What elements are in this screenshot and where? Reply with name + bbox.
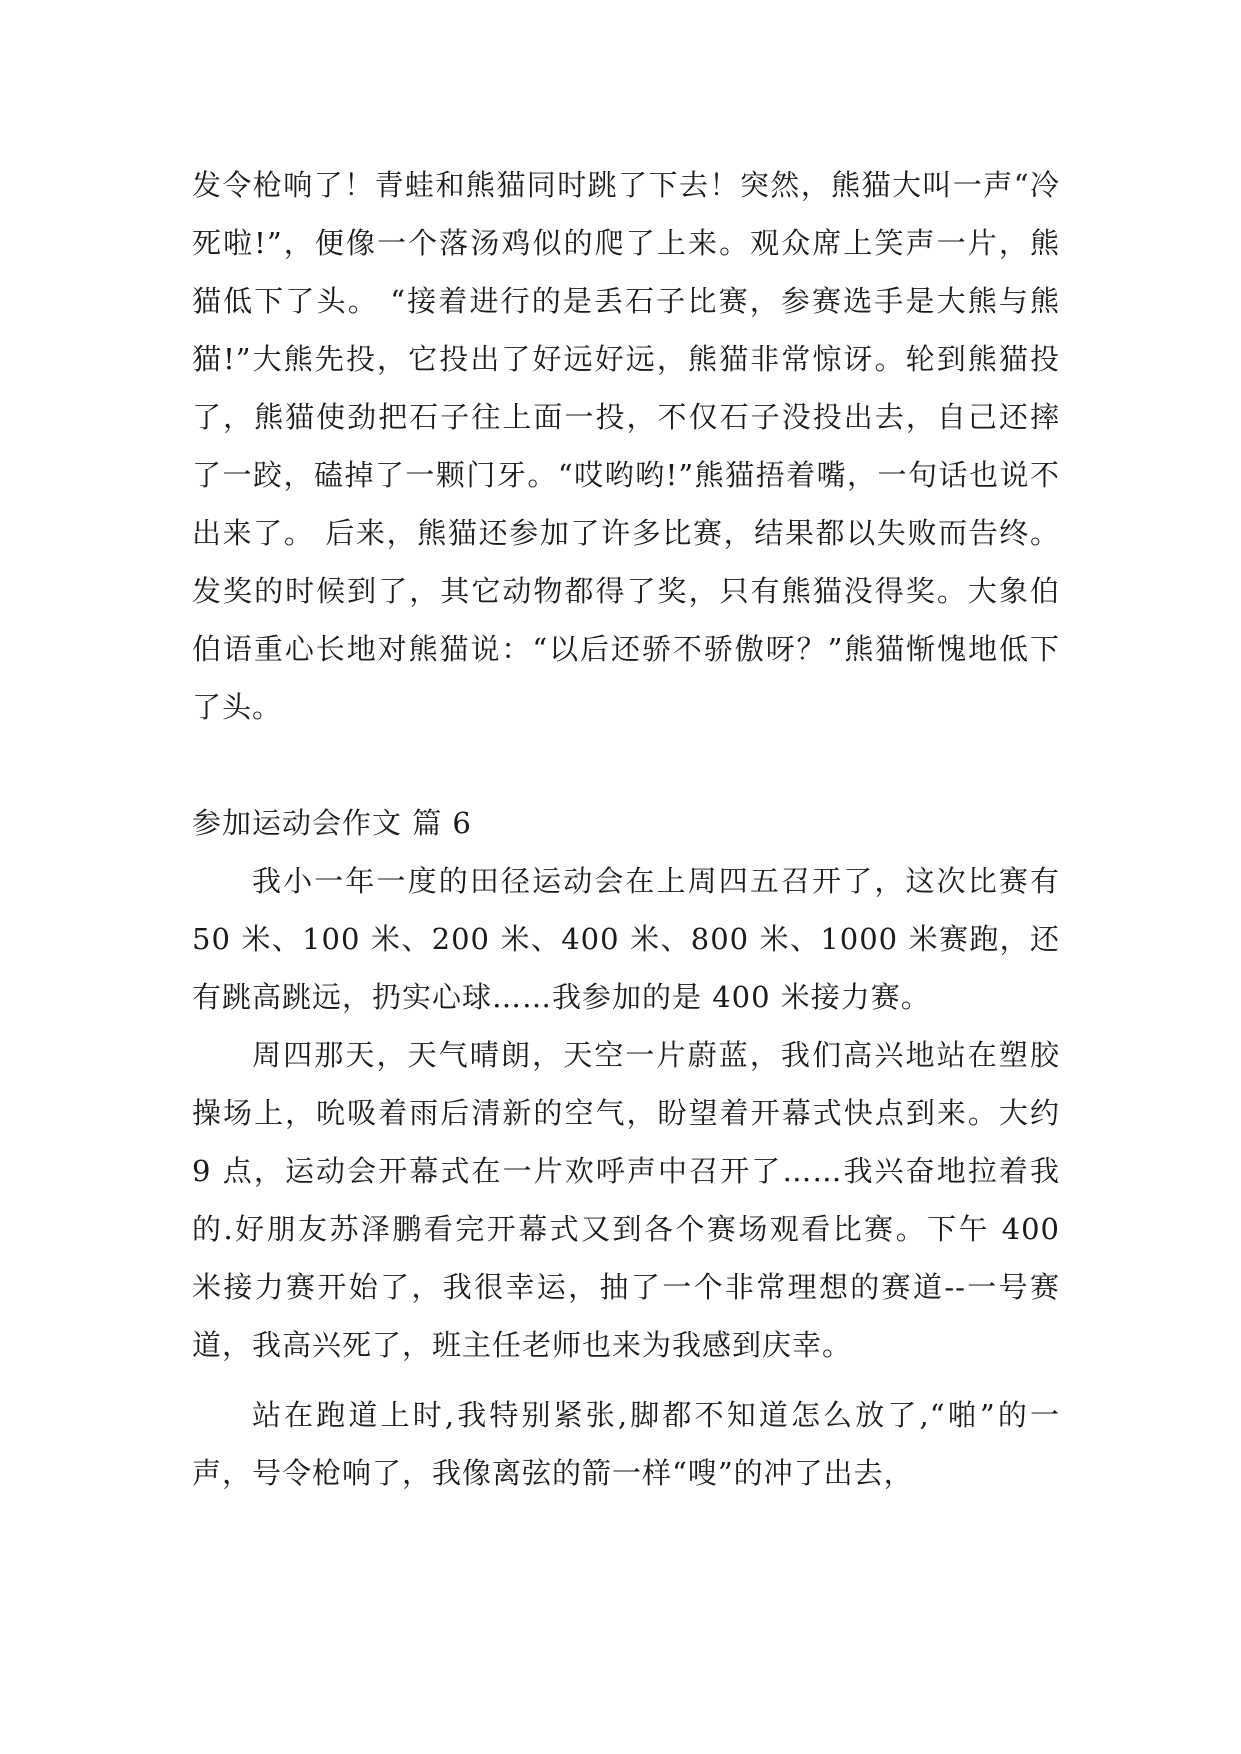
section-spacer	[192, 736, 1060, 794]
continuation-paragraph: 发令枪响了！青蛙和熊猫同时跳了下去！突然，熊猫大叫一声“冷死啦!”，便像一个落汤鸡似的爬了上来。观众席上笑声一片，熊猫低下了头。 “接着进行的是丢石子比赛，参赛选手是大熊与熊猫!”大熊先投，它投出了好远好远，熊猫非常惊讶。轮到熊猫投了，熊猫使劲把石子往上面一投，不仅石子没投出去，自己还摔了一跤，磕掉了一颗门牙。“哎哟哟!”熊猫捂着嘴，一句话也说不出来了。 后来，熊猫还参加了许多比赛，结果都以失败而告终。 发奖的时候到了，其它动物都得了奖，只有熊猫没得奖。大象伯伯语重心长地对熊猫说：“以后还骄不骄傲呀？”熊猫惭愧地低下了头。	[192, 168, 1060, 724]
document-body	[192, 156, 1060, 1502]
section-title: 参加运动会作文 篇 6	[192, 806, 472, 840]
paragraph-3: 站在跑道上时,我特别紧张,脚都不知道怎么放了,“啪”的一声，号令枪响了，我像离弦的箭一样“嗖”的冲了出去，	[192, 1398, 1060, 1490]
paragraph-spacer	[192, 1374, 1060, 1386]
paragraph-2: 周四那天，天气晴朗，天空一片蔚蓝，我们高兴地站在塑胶操场上，吮吸着雨后清新的空气，盼望着开幕式快点到来。大约 9 点，运动会开幕式在一片欢呼声中召开了……我兴奋地拉着我的.好朋友苏泽鹏看完开幕式又到各个赛场观看比赛。下午 400 米接力赛开始了，我很幸运，抽了一个非常理想的赛道--一号赛道，我高兴死了，班主任老师也来为我感到庆幸。	[192, 1038, 1060, 1362]
paragraph-1: 我小一年一度的田径运动会在上周四五召开了，这次比赛有 50 米、100 米、200 米、400 米、800 米、1000 米赛跑，还有跳高跳远，扔实心球……我参加的是 400 米接力赛。	[192, 864, 1060, 1014]
